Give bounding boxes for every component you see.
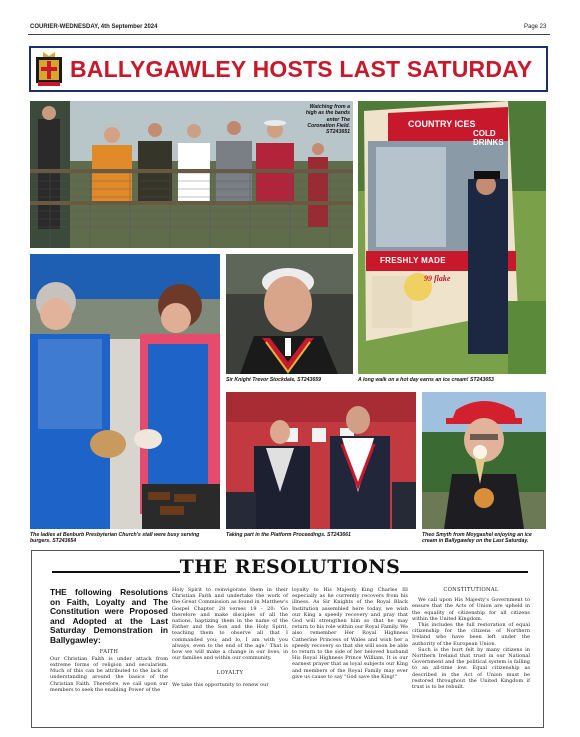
faith-text-continued: Holy Spirit to reinvigorate them in their Christian Faith and undertake the work of the Great Commission as found in Matthew's Gospel Chapter 28 verses 19 - 20: 'Go therefore and make disciples of all the nations, baptizing them in the name of the Father and the Son and the Holy Spirit, teaching them to observe all that I commanded you; and lo, I am with you always, even to the end of the age.' That is how we will make a change in our lives, in our families and within our community.	[172, 587, 288, 662]
resolutions-intro: THE following Resolutions on Faith, Loyalty and The Constitution were Proposed and Adopted at the Last Saturday Demonstration in Ballygawley:	[50, 587, 168, 645]
resolutions-column-4	[412, 587, 530, 690]
constitutional-text-2: This includes the full restoration of equal citizenship for the citizens of Northern Ireland who have been left under the authority of the European Union.	[412, 622, 530, 647]
resolutions-column-2	[172, 587, 288, 688]
heading-faith: FAITH	[99, 648, 119, 655]
van-sign-freshly-made: FRESHLY MADE	[380, 256, 446, 265]
caption-platform: Taking part in the Platform Proceedings. ST243661	[226, 532, 351, 538]
resolutions-column-1	[50, 588, 168, 693]
heading-constitutional: CONSTITUTIONAL	[443, 587, 499, 593]
resolutions-column-3	[292, 587, 408, 680]
loyalty-text: We take this opportunity to renew our	[172, 681, 269, 688]
photo-ice-cream-van	[358, 101, 546, 374]
photo-ladies-serving	[30, 254, 220, 529]
caption-crowd: Watching from a high as the bands enter The Coronation Field. ST243651	[305, 104, 350, 136]
caption-sir-knight: Sir Knight Trevor Stockdale, ST243659	[226, 377, 322, 383]
caption-ladies: The ladies at Benburb Presbyterian Church's stall were busy serving burgers. ST243654	[30, 532, 200, 545]
photo-sir-knight	[226, 254, 353, 374]
heading-loyalty: LOYALTY	[216, 670, 244, 677]
royal-black-emblem-icon	[35, 51, 63, 87]
faith-text: Our Christian Faith is under attack from extreme forms of religion and secularism. Much of this can be attributed to the lack of understanding around the basics of the Christian Faith. Therefore, we call upon our members to seek the enabling Power of the	[50, 655, 168, 693]
photo-platform-proceedings	[226, 392, 416, 529]
photo-theo-smyth	[422, 392, 546, 529]
constitutional-text-3: Such is the hurt felt by many citizens in Northern Ireland that trust in our National Government and the political system is falling to an all-time low. Equal citizenship as described in the Act of Union must be restored throughout the United Kingdom if trust is to be rebuilt.	[412, 646, 530, 691]
header-rule	[28, 34, 550, 35]
van-sign-cold-drinks: COLD DRINKS	[473, 129, 504, 147]
loyalty-text-continued: loyalty to His Majesty King Charles III especially as he currently recovers from his illness. As Sir Knights of the Royal Black Institution assembled here today, we wish our King a speedy recovery and pray that God will strengthen him so that he may return to his role within our Royal Family. We also remember Her Royal Highness Catherine Princess of Wales and wish her a speedy recovery so that she will soon be able to return to the side of her beloved husband His Royal Highness Prince William. It is our earnest prayer that as loyal subjects our King and members of the Royal Family may ever give us cause to say "God save the King!"	[292, 587, 408, 680]
headline-title: BALLYGAWLEY HOSTS LAST SATURDAY	[70, 56, 533, 82]
caption-ice-cream: A long walk on a hot day earns an ice cream! ST243653	[358, 377, 494, 383]
newspaper-dateline: COURIER-WEDNESDAY, 4th September 2024	[30, 24, 158, 30]
caption-theo: Theo Smyth from Moygashel enjoying an ice cream in Ballygawley on the Last Saturday.	[422, 532, 532, 545]
resolutions-title: THE RESOLUTIONS	[179, 556, 401, 578]
page-number: Page 23	[524, 24, 547, 30]
constitutional-text-1: We call upon His Majesty's Government to ensure that the Acts of Union are upheld in the equality of citizenship for all citizens within the United Kingdom.	[412, 597, 530, 622]
van-sign-99-flake: 99 flake	[424, 274, 451, 283]
van-sign-country-ices: COUNTRY ICES	[408, 119, 476, 129]
